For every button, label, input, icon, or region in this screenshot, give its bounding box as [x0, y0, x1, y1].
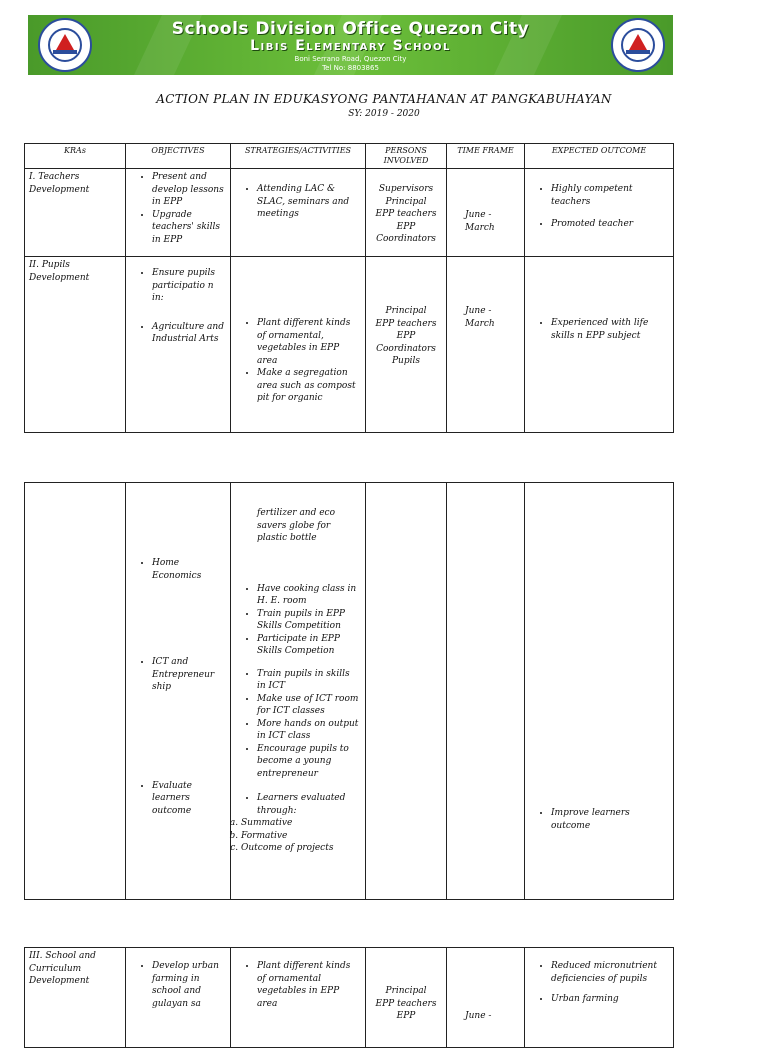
- list-item: • Have cooking class in H. E. room: [257, 583, 361, 608]
- person: EPP Coordinators: [376, 331, 436, 354]
- person: EPP Coordinators: [376, 221, 436, 244]
- document-title: ACTION PLAN IN EDUKASYONG PANTAHANAN AT PANGKABUHAYAN: [156, 92, 612, 106]
- persons-cell: [366, 169, 447, 257]
- person: EPP teachers: [375, 209, 437, 219]
- list-item: b. Formative: [241, 830, 361, 843]
- person: EPP: [396, 1011, 416, 1021]
- table-row: [25, 169, 674, 257]
- person: Supervisors: [378, 184, 434, 194]
- objectives-cell: [126, 257, 231, 433]
- list-item: • Upgrade teachers' skills in EPP: [152, 209, 226, 247]
- kra-cell: I. Teachers Development: [25, 169, 126, 257]
- list-item: • Highly competent teachers: [551, 183, 669, 208]
- list-item: • Promoted teacher: [551, 218, 669, 231]
- list-item: • Train pupils in EPP Skills Competition: [257, 608, 361, 633]
- person: EPP teachers: [375, 318, 437, 329]
- person: Principal: [385, 306, 427, 316]
- person: Pupils: [392, 356, 420, 366]
- table-header-row: [25, 144, 674, 169]
- list-item: • More hands on output in ICT class: [257, 718, 361, 743]
- table-row: [25, 483, 674, 900]
- list-item: • Improve learners outcome: [551, 807, 669, 832]
- time-frame-cell: [447, 483, 525, 900]
- list-item: • Learners evaluated through:: [257, 792, 361, 817]
- person: Principal: [385, 986, 427, 996]
- list-item: • Evaluate learners outcome: [152, 780, 226, 818]
- col-header-kras: KRAs: [25, 144, 126, 169]
- time-frame-cell: June - March: [447, 169, 525, 257]
- strategies-cell: [231, 169, 366, 257]
- outcome-cell: [525, 948, 674, 1048]
- list-item: • Attending LAC & SLAC, seminars and meetings: [257, 183, 361, 221]
- list-item: • Train pupils in skills in ICT: [257, 668, 361, 693]
- col-header-time-frame: TIME FRAME: [447, 144, 525, 169]
- list-item: • Encourage pupils to become a young entrepreneur: [257, 743, 361, 781]
- col-header-persons: PERSONS INVOLVED: [366, 144, 447, 169]
- col-header-objectives: OBJECTIVES: [126, 144, 231, 169]
- list-item: a. Summative: [241, 817, 361, 830]
- list-item: • ICT and Entrepreneur ship: [152, 656, 226, 694]
- col-header-expected-outcome: EXPECTED OUTCOME: [525, 144, 674, 169]
- list-item: • Participate in EPP Skills Competion: [257, 633, 361, 658]
- strategies-cell: [231, 257, 366, 433]
- list-item: • Make use of ICT room for ICT classes: [257, 693, 361, 718]
- action-plan-table-1: [24, 143, 674, 433]
- list-item: • Plant different kinds of ornamental vegetables in EPP area: [257, 960, 361, 1010]
- evaluation-list: [225, 817, 361, 855]
- list-item: • Ensure pupils participatio n in:: [152, 267, 226, 305]
- action-plan-table-2: [24, 482, 674, 900]
- col-header-strategies: STRATEGIES/ACTIVITIES: [231, 144, 366, 169]
- list-item: • Present and develop lessons in EPP: [152, 171, 226, 209]
- action-plan-table-3: [24, 947, 674, 1048]
- school-year: SY: 2019 - 2020: [348, 109, 420, 119]
- outcome-cell: [525, 483, 674, 900]
- strategies-cell: [231, 483, 366, 900]
- table-row: [25, 257, 674, 433]
- list-item: • Urban farming: [551, 993, 669, 1006]
- objectives-cell: [126, 948, 231, 1048]
- kra-cell: III. School and Curriculum Development: [25, 948, 126, 1048]
- strategy-continuation: fertilizer and eco savers globe for plastic bottle: [257, 508, 336, 543]
- school-address: Boni Serrano Road, Quezon City: [294, 55, 407, 63]
- kra-cell: II. Pupils Development: [25, 257, 126, 433]
- persons-cell: [366, 257, 447, 433]
- division-name: Schools Division Office Quezon City: [171, 19, 530, 39]
- header-banner: [28, 15, 673, 75]
- objectives-cell: [126, 169, 231, 257]
- person: EPP teachers: [375, 998, 437, 1009]
- time-frame-cell: June -: [447, 948, 525, 1048]
- time-frame-cell: June - March: [447, 257, 525, 433]
- list-item: c. Outcome of projects: [241, 842, 361, 855]
- persons-cell: [366, 483, 447, 900]
- school-tel: Tel No: 8803865: [322, 64, 379, 72]
- persons-cell: [366, 948, 447, 1048]
- list-item: • Experienced with life skills n EPP subject: [551, 317, 669, 342]
- school-name: Libis Elementary School: [250, 38, 451, 54]
- list-item: • Home Economics: [152, 557, 226, 582]
- list-item: • Develop urban farming in school and gulayan sa: [152, 960, 226, 1010]
- list-item: • Make a segregation area such as compost pit for organic: [257, 367, 361, 405]
- list-item: • Reduced micronutrient deficiencies of pupils: [551, 960, 669, 985]
- outcome-cell: [525, 169, 674, 257]
- list-item: • Plant different kinds of ornamental, vegetables in EPP area: [257, 317, 361, 367]
- person: Principal: [385, 196, 427, 207]
- strategies-cell: [231, 948, 366, 1048]
- objectives-cell: [126, 483, 231, 900]
- table-row: [25, 948, 674, 1048]
- kra-cell: [25, 483, 126, 900]
- list-item: • Agriculture and Industrial Arts: [152, 321, 226, 346]
- outcome-cell: [525, 257, 674, 433]
